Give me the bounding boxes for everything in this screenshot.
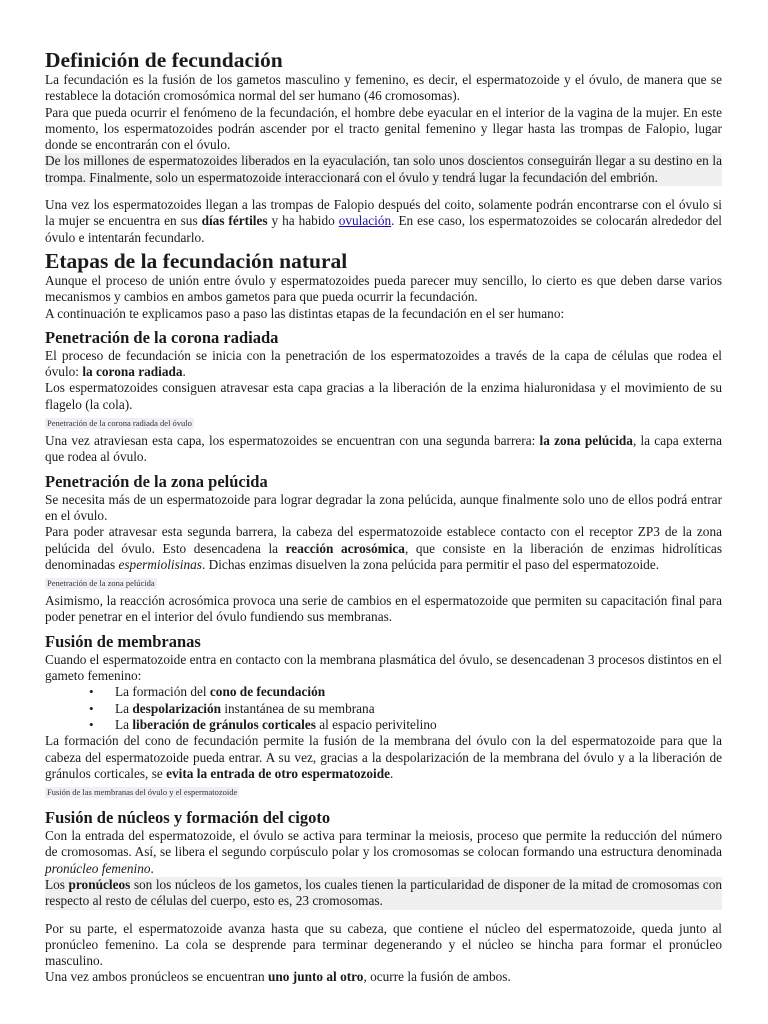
paragraph: Por su parte, el espermatozoide avanza hasta que su cabeza, que contiene el núcleo del espermatozoide, queda junto al pronúcleo femenino. La cola se desprende para terminar degenerando y el núcleo se hincha para formar el pronúcleo masculino. [45, 920, 722, 969]
bold-text: evita la entrada de otro espermatozoide [166, 765, 391, 781]
paragraph: El proceso de fecundación se inicia con la penetración de los espermatozoides a través de la capa de células que rodea el óvulo: la corona radiada. [45, 347, 722, 380]
subsection-title-corona: Penetración de la corona radiada [45, 327, 279, 347]
bold-text: pronúcleos [68, 876, 131, 892]
paragraph: Aunque el proceso de unión entre óvulo y espermatozoides pueda parecer muy sencillo, lo cierto es que deben darse varios mecanismos y cambios en ambos gametos para que pueda ocurrir la fecundación. [45, 272, 722, 305]
paragraph: Con la entrada del espermatozoide, el óvulo se activa para terminar la meiosis, proceso que permite la reducción del número de cromosomas. Así, se libera el segundo corpúsculo polar y los cromosomas se colocan formando una estructura denominada pronúcleo femenino. [45, 828, 722, 876]
italic-text: espermiolisinas [118, 556, 202, 572]
subsection-title-pelucida: Penetración de la zona pelúcida [45, 471, 268, 491]
italic-text: pronúcleo femenino [45, 860, 151, 876]
image-caption: Penetración de la corona radiada del óvulo [47, 418, 192, 429]
paragraph: A continuación te explicamos paso a paso las distintas etapas de la fecundación en el ser humano: [45, 305, 565, 321]
paragraph: Se necesita más de un espermatozoide para lograr degradar la zona pelúcida, aunque finalmente solo uno de ellos podrá entrar en el óvulo. [45, 491, 722, 523]
paragraph: La formación del cono de fecundación permite la fusión de la membrana del óvulo con la del espermatozoide para que la cabeza del espermatozoide pueda entrar. A su vez, gracias a la despolarización de la membrana del óvulo y a la liberación de gránulos corticales, se evita la entrada de otro espermatozoide. [45, 733, 722, 781]
section-title-definicion: Definición de fecundación [45, 48, 283, 72]
paragraph: Cuando el espermatozoide entra en contacto con la membrana plasmática del óvulo, se desencadenan 3 procesos distintos en el gameto femenino: [45, 651, 722, 684]
subsection-title-fusion: Fusión de membranas [45, 631, 201, 651]
highlighted-paragraph: Los pronúcleos son los núcleos de los gametos, los cuales tienen la particularidad de disponer de la mitad de cromosomas con respecto al resto de células del cuerpo, esto es, 23 cromosomas. [45, 876, 722, 909]
paragraph: Una vez los espermatozoides llegan a las trompas de Falopio después del coito, solamente podrán encontrarse con el óvulo si la mujer se encuentra en sus días fértiles y ha habido ovulación. En ese caso, los espermatozoides se colocarán alrededor del óvulo e intentarán fecundarlo. [45, 197, 723, 245]
image-caption: Fusión de las membranas del óvulo y el espermatozoide [47, 787, 238, 798]
list-item: • La liberación de gránulos corticales al espacio perivitelino [115, 717, 722, 733]
paragraph: Asimismo, la reacción acrosómica provoca una serie de cambios en el espermatozoide que permiten su capacitación final para poder penetrar en el interior del óvulo fundiendo sus membranas. [45, 593, 722, 625]
ovulacion-link[interactable]: ovulación [338, 213, 392, 229]
list-item: • La formación del cono de fecundación [115, 684, 722, 700]
paragraph: La fecundación es la fusión de los gametos masculino y femenino, es decir, el espermatozoide y el óvulo, de manera que se restablece la dotación cromosómica normal del ser humano (46 cromosomas). [45, 72, 722, 104]
bold-text: reacción acrosómica [285, 540, 405, 556]
paragraph: Para poder atravesar esta segunda barrera, la cabeza del espermatozoide establece contacto con el receptor ZP3 de la zona pelúcida del óvulo. Esto desencadena la reacción acrosómica, que consiste en la liberación de enzimas hidrolíticas denominadas espermiolisinas. Dichas enzimas disuelven la zona pelúcida para permitir el paso del espermatozoide. [45, 524, 722, 572]
paragraph: Una vez atraviesan esta capa, los espermatozoides se encuentran con una segunda barrera: la zona pelúcida, la capa externa que rodea al óvulo. [45, 433, 722, 465]
bold-text: días fértiles [201, 213, 268, 229]
section-title-etapas: Etapas de la fecundación natural [45, 248, 348, 273]
subsection-title-nucleos: Fusión de núcleos y formación del cigoto [45, 808, 331, 828]
bold-text: la zona pelúcida [539, 433, 633, 449]
list-item: • La despolarización instantánea de su membrana [115, 701, 722, 717]
paragraph: Para que pueda ocurrir el fenómeno de la fecundación, el hombre debe eyacular en el interior de la vagina de la mujer. En este momento, los espermatozoides podrán ascender por el tracto genital femenino y llegar hasta las trompas de Falopio, lugar donde se encontrarán con el óvulo. [45, 104, 722, 153]
process-list [45, 684, 722, 733]
paragraph: Una vez ambos pronúcleos se encuentran uno junto al otro, ocurre la fusión de ambos. [45, 969, 511, 985]
bold-text: uno junto al otro [268, 969, 364, 985]
paragraph: Los espermatozoides consiguen atravesar esta capa gracias a la liberación de la enzima hialuronidasa y el movimiento de su flagelo (la cola). [45, 380, 722, 412]
bold-text: la corona radiada [82, 364, 183, 380]
highlighted-paragraph: De los millones de espermatozoides liberados en la eyaculación, tan solo unos doscientos conseguirán llegar a su destino en la trompa. Finalmente, solo un espermatozoide interaccionará con el óvulo y tendrá lugar la fecundación del embrión. [45, 153, 722, 185]
image-caption: Penetración de la zona pelúcida [47, 578, 155, 589]
